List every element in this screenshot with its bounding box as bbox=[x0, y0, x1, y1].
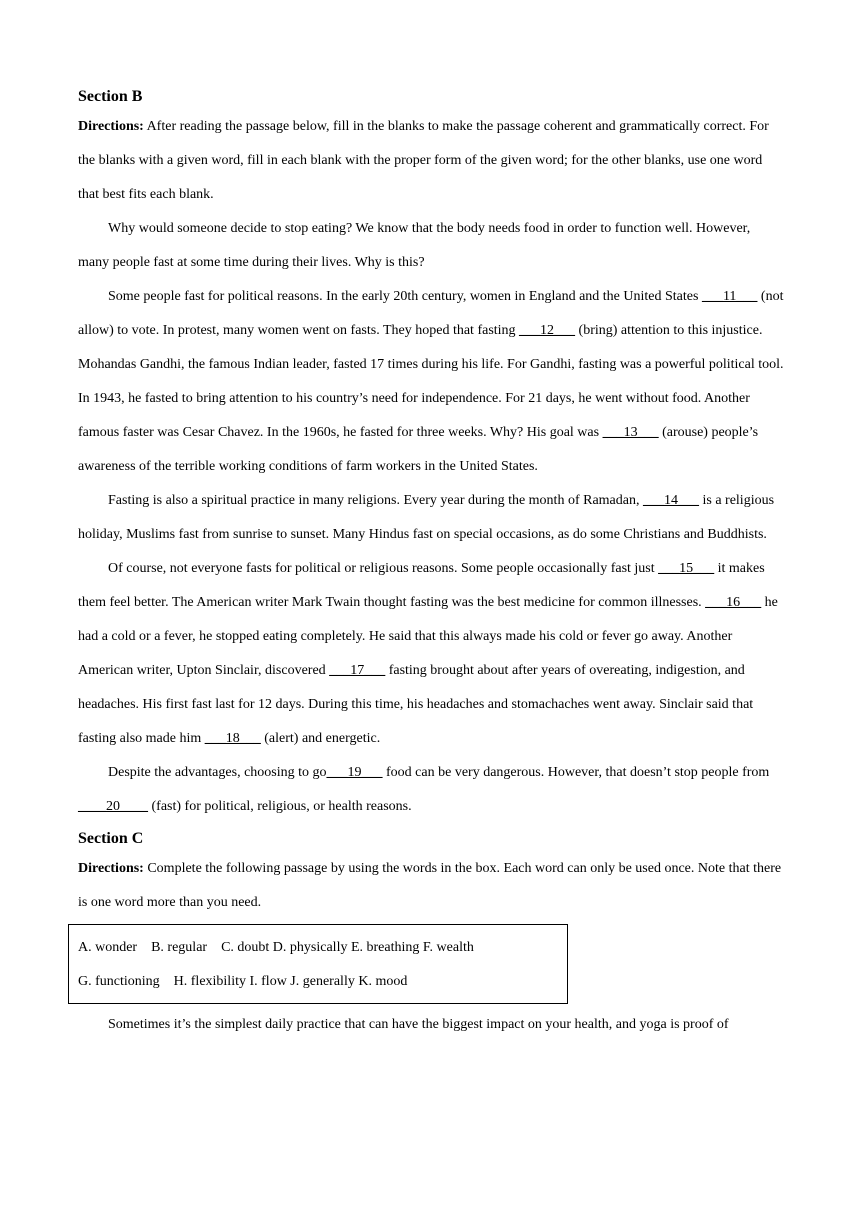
blank-16: ___16___ bbox=[705, 595, 762, 610]
blank-20: ____20____ bbox=[78, 799, 148, 814]
paragraph-text: (alert) and energetic. bbox=[260, 731, 381, 746]
section-c-paragraph-1: Sometimes it’s the simplest daily practice that can have the biggest impact on your health, and yoga is proof of bbox=[108, 1017, 729, 1032]
word-box-line-1: A. wonder B. regular C. doubt D. physically E. breathing F. wealth bbox=[78, 940, 474, 955]
section-c-directions bbox=[78, 852, 784, 920]
directions-label: Directions: bbox=[78, 861, 144, 876]
word-box bbox=[68, 924, 568, 1004]
passage-paragraph-5 bbox=[78, 756, 784, 824]
blank-12: ___12___ bbox=[519, 323, 576, 338]
paragraph-text: (bring) attention to this injustice. Mohandas Gandhi, the famous Indian leader, fasted 17 times during his life. For Gandhi, fasting was a powerful political tool. In 1943, he fasted to bring attention to his country’s need for independence. For 21 days, he went without food. Another famous faster was Cesar Chavez. In the 1960s, he fasted for three weeks. Why? His goal was bbox=[78, 323, 784, 440]
paragraph-text: Of course, not everyone fasts for political or religious reasons. Some people occasionally fast just bbox=[108, 561, 659, 576]
worksheet-page bbox=[78, 84, 784, 1042]
directions-label: Directions: bbox=[78, 119, 144, 134]
word-box-line-2: G. functioning H. flexibility I. flow J. generally K. mood bbox=[78, 974, 408, 989]
directions-text: After reading the passage below, fill in the blanks to make the passage coherent and grammatically correct. For the blanks with a given word, fill in each blank with the proper form of the given word; for the other blanks, use one word that best fits each blank. bbox=[78, 119, 769, 202]
paragraph-text: he had a cold or a fever, he stopped eating completely. He said that this always made his cold or fever go away. Another American writer, Upton Sinclair, discovered bbox=[78, 595, 778, 678]
section-b-directions bbox=[78, 110, 784, 212]
blank-15: ___15___ bbox=[658, 561, 715, 576]
passage-paragraph-4 bbox=[78, 552, 784, 756]
paragraph-text: Some people fast for political reasons. In the early 20th century, women in England and the United States bbox=[108, 289, 702, 304]
blank-13: ___13___ bbox=[602, 425, 659, 440]
paragraph-text: (not allow) to vote. In protest, many women went on fasts. They hoped that fasting bbox=[78, 289, 784, 338]
passage-paragraph-3 bbox=[78, 484, 784, 552]
blank-17: ___17___ bbox=[329, 663, 386, 678]
passage-paragraph-1: Why would someone decide to stop eating? We know that the body needs food in order to function well. However, many people fast at some time during their lives. Why is this? bbox=[78, 221, 751, 270]
paragraph-text: food can be very dangerous. However, that doesn’t stop people from bbox=[382, 765, 770, 780]
paragraph-text: fasting brought about after years of overeating, indigestion, and headaches. His first fast last for 12 days. During this time, his headaches and stomachaches went away. Sinclair said that fasting also made him bbox=[78, 663, 754, 746]
directions-text: Complete the following passage by using the words in the box. Each word can only be used once. Note that there is one word more than you need. bbox=[78, 861, 782, 910]
paragraph-text: it makes them feel better. The American writer Mark Twain thought fasting was the best medicine for common illnesses. bbox=[78, 561, 765, 610]
paragraph-text: Despite the advantages, choosing to go bbox=[108, 765, 327, 780]
paragraph-text: is a religious holiday, Muslims fast from sunrise to sunset. Many Hindus fast on special occasions, as do some Christians and Buddhists. bbox=[78, 493, 775, 542]
blank-14: ___14___ bbox=[642, 493, 699, 508]
passage-paragraph-2 bbox=[78, 280, 784, 484]
blank-11: ___11___ bbox=[701, 289, 758, 304]
paragraph-text: (fast) for political, religious, or health reasons. bbox=[148, 799, 412, 814]
paragraph-text: (arouse) people’s awareness of the terrible working conditions of farm workers in the United States. bbox=[78, 425, 759, 474]
blank-19: ___19___ bbox=[326, 765, 383, 780]
paragraph-text: Fasting is also a spiritual practice in many religions. Every year during the month of Ramadan, bbox=[108, 493, 643, 508]
section-b-title: Section B bbox=[78, 88, 143, 105]
section-c-title: Section C bbox=[78, 830, 144, 847]
blank-18: ___18___ bbox=[204, 731, 261, 746]
